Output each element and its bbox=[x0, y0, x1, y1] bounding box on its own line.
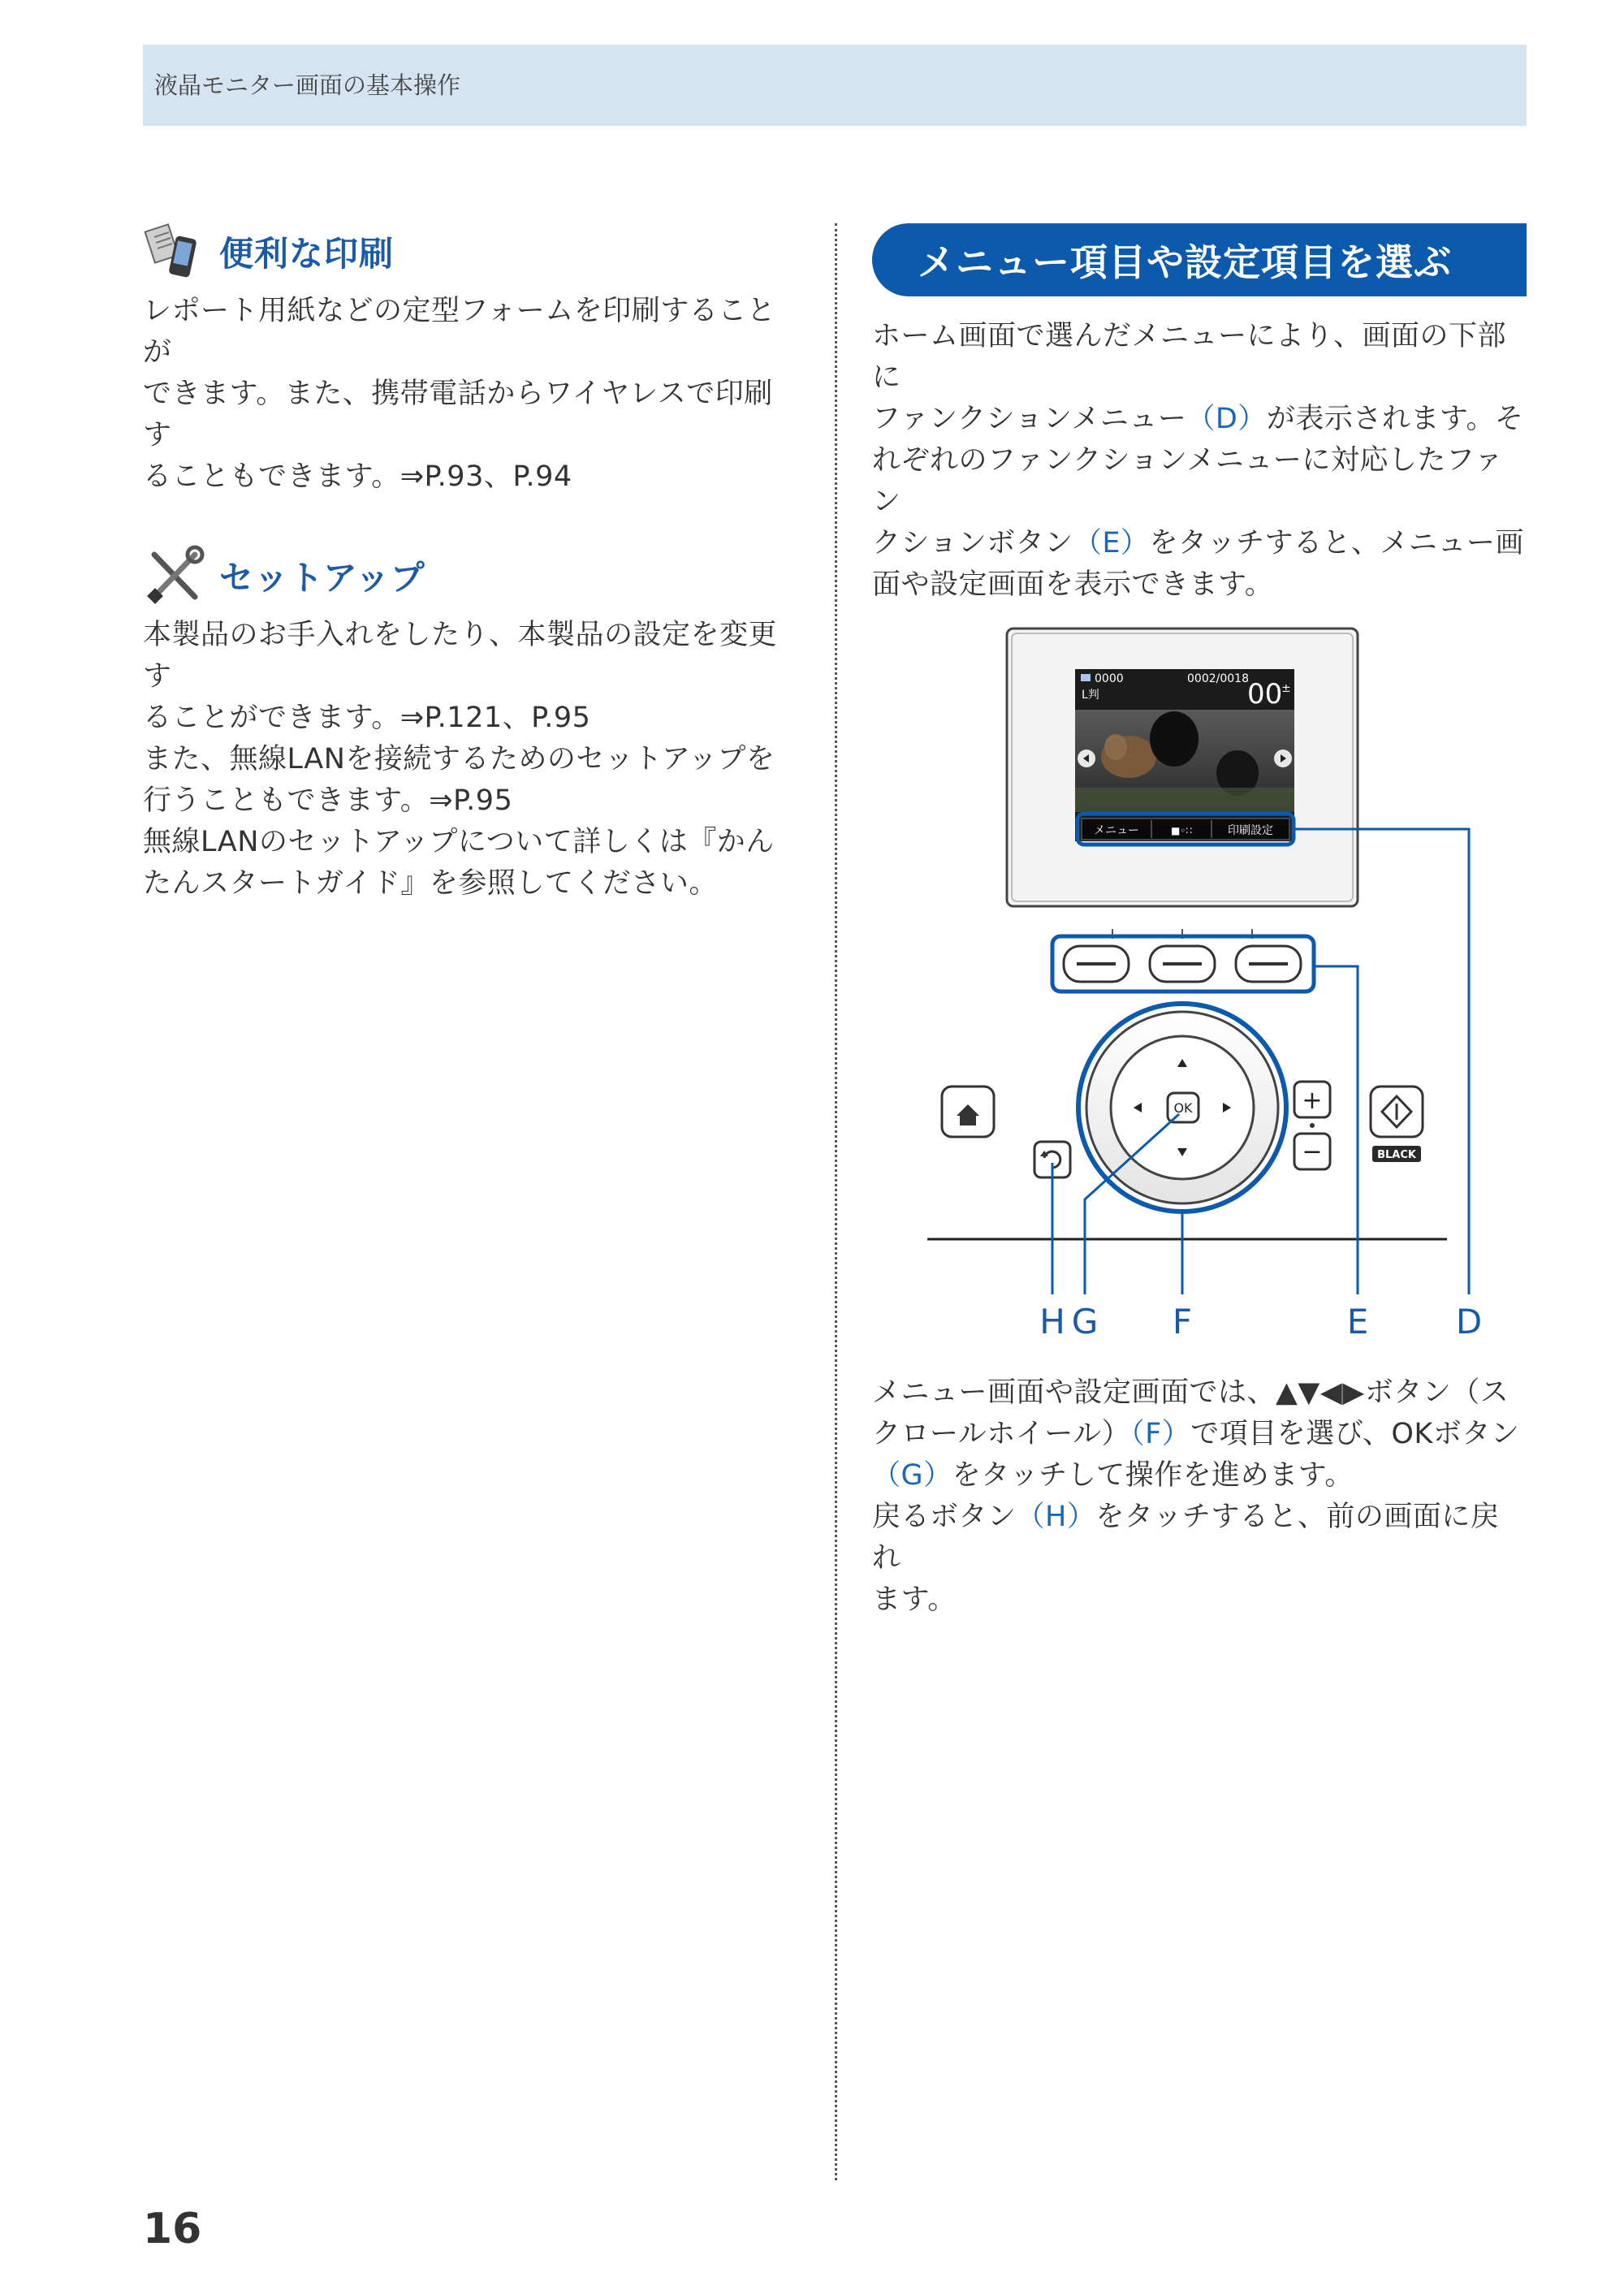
section-title: セットアップ bbox=[219, 558, 425, 598]
text-run: クロールホイール） bbox=[872, 1418, 1131, 1450]
text-run: をタッチして操作を進めます。 bbox=[952, 1459, 1354, 1492]
ref-e: （E） bbox=[1073, 527, 1150, 559]
callout-d: D bbox=[1455, 1302, 1483, 1341]
callout-e: E bbox=[1346, 1302, 1369, 1341]
lcd-screen bbox=[1075, 669, 1294, 845]
paragraph-line bbox=[872, 1497, 1527, 1579]
plus-label: + bbox=[1302, 1087, 1323, 1115]
lcd-copies-pm: ± bbox=[1281, 682, 1291, 695]
ok-button[interactable] bbox=[1168, 1093, 1199, 1122]
ref-h: （H） bbox=[1016, 1501, 1096, 1533]
paragraph-line bbox=[872, 1372, 1527, 1414]
tools-icon bbox=[143, 543, 208, 608]
paragraph-line: 面や設定画面を表示できます。 bbox=[872, 568, 1274, 601]
paragraph-line: たんスタートガイド』を参照してください。 bbox=[143, 867, 718, 900]
caption-text bbox=[872, 1372, 1527, 1621]
paragraph-line: 行うこともできます。⇒P.95 bbox=[143, 784, 513, 817]
lcd-counter: 0000 bbox=[1095, 672, 1124, 685]
text-run: で項目を選び、OKボタン bbox=[1190, 1418, 1520, 1450]
paragraph-line: できます。また、携帯電話からワイヤレスで印刷す bbox=[143, 378, 773, 451]
paragraph-line: ることもできます。⇒P.93、P.94 bbox=[143, 460, 572, 493]
paragraph-line: ます。 bbox=[872, 1583, 957, 1616]
text-run: をタッチすると、メニュー画 bbox=[1149, 527, 1524, 559]
right-column bbox=[872, 223, 1527, 1621]
paragraph-line: 無線LANのセットアップについて詳しくは『かん bbox=[143, 826, 775, 858]
paragraph-line: ることができます。⇒P.121、P.95 bbox=[143, 702, 591, 734]
minus-label: − bbox=[1302, 1138, 1323, 1166]
black-start-button[interactable] bbox=[1371, 1087, 1423, 1137]
lcd-index: 0002/0018 bbox=[1187, 672, 1249, 685]
callout-f: F bbox=[1172, 1302, 1193, 1341]
ref-f: （F） bbox=[1130, 1418, 1191, 1450]
minus-button[interactable] bbox=[1294, 1134, 1330, 1169]
section-heading-select-menu bbox=[872, 223, 1527, 296]
text-run: が表示されます。そ bbox=[1266, 403, 1524, 435]
paragraph-line: れぞれのファンクションメニューに対応したファン bbox=[872, 444, 1504, 518]
paragraph-line bbox=[872, 523, 1527, 564]
dog-black bbox=[1150, 711, 1199, 767]
section-heading-convenient-print bbox=[143, 219, 801, 284]
text-run: ファンクションメニュー bbox=[872, 403, 1187, 435]
black-label: BLACK bbox=[1377, 1149, 1416, 1161]
column-divider bbox=[835, 223, 837, 2180]
page-number: 16 bbox=[143, 2205, 202, 2253]
section-heading-setup bbox=[143, 543, 801, 608]
lcd-menu-item: 印刷設定 bbox=[1228, 824, 1273, 837]
paragraph-line: ホーム画面で選んだメニューにより、画面の下部に bbox=[872, 320, 1507, 394]
section-title: メニュー項目や設定項目を選ぶ bbox=[918, 240, 1452, 284]
text-run: クションボタン bbox=[872, 527, 1073, 559]
operation-panel-figure bbox=[872, 627, 1527, 1366]
header-band bbox=[143, 45, 1527, 126]
callout-h: H bbox=[1039, 1302, 1065, 1341]
paragraph-line bbox=[872, 1414, 1527, 1455]
callout-labels bbox=[1039, 1302, 1482, 1341]
text-run: メニュー画面や設定画面では、 bbox=[872, 1376, 1276, 1409]
section-title: 便利な印刷 bbox=[219, 234, 395, 274]
header-title: 液晶モニター画面の基本操作 bbox=[154, 71, 461, 99]
ref-g: （G） bbox=[872, 1459, 952, 1492]
lcd-copies: 00 bbox=[1247, 678, 1283, 711]
paragraph-line bbox=[872, 399, 1527, 440]
left-column bbox=[143, 219, 801, 905]
plus-button[interactable] bbox=[1294, 1082, 1330, 1117]
text-run: ボタン（ス bbox=[1364, 1376, 1510, 1409]
callout-g: G bbox=[1071, 1302, 1099, 1341]
paragraph-line: 本製品のお手入れをしたり、本製品の設定を変更す bbox=[143, 619, 778, 693]
home-button[interactable] bbox=[942, 1087, 994, 1137]
lcd-menu-item: メニュー bbox=[1094, 824, 1139, 837]
text-run: 戻るボタン bbox=[872, 1501, 1017, 1533]
text-run: をタッチすると、前の画面に戻れ bbox=[872, 1501, 1500, 1575]
paragraph-line bbox=[872, 1455, 1527, 1497]
mobile-print-icon bbox=[143, 219, 208, 284]
operation-panel-diagram bbox=[872, 627, 1527, 1366]
ok-label: OK bbox=[1173, 1100, 1193, 1116]
lcd-paper-size: L判 bbox=[1082, 689, 1099, 702]
function-buttons bbox=[1052, 936, 1314, 991]
ref-d: （D） bbox=[1186, 403, 1267, 435]
paragraph-line: また、無線LANを接続するためのセットアップを bbox=[143, 743, 775, 775]
intro-text bbox=[872, 316, 1527, 606]
arrow-keys-glyphs: ▲▼◀▶ bbox=[1276, 1376, 1365, 1409]
lcd-menu-item: ■◦∷ bbox=[1170, 825, 1193, 836]
paragraph-line: レポート用紙などの定型フォームを印刷することが bbox=[143, 295, 776, 369]
